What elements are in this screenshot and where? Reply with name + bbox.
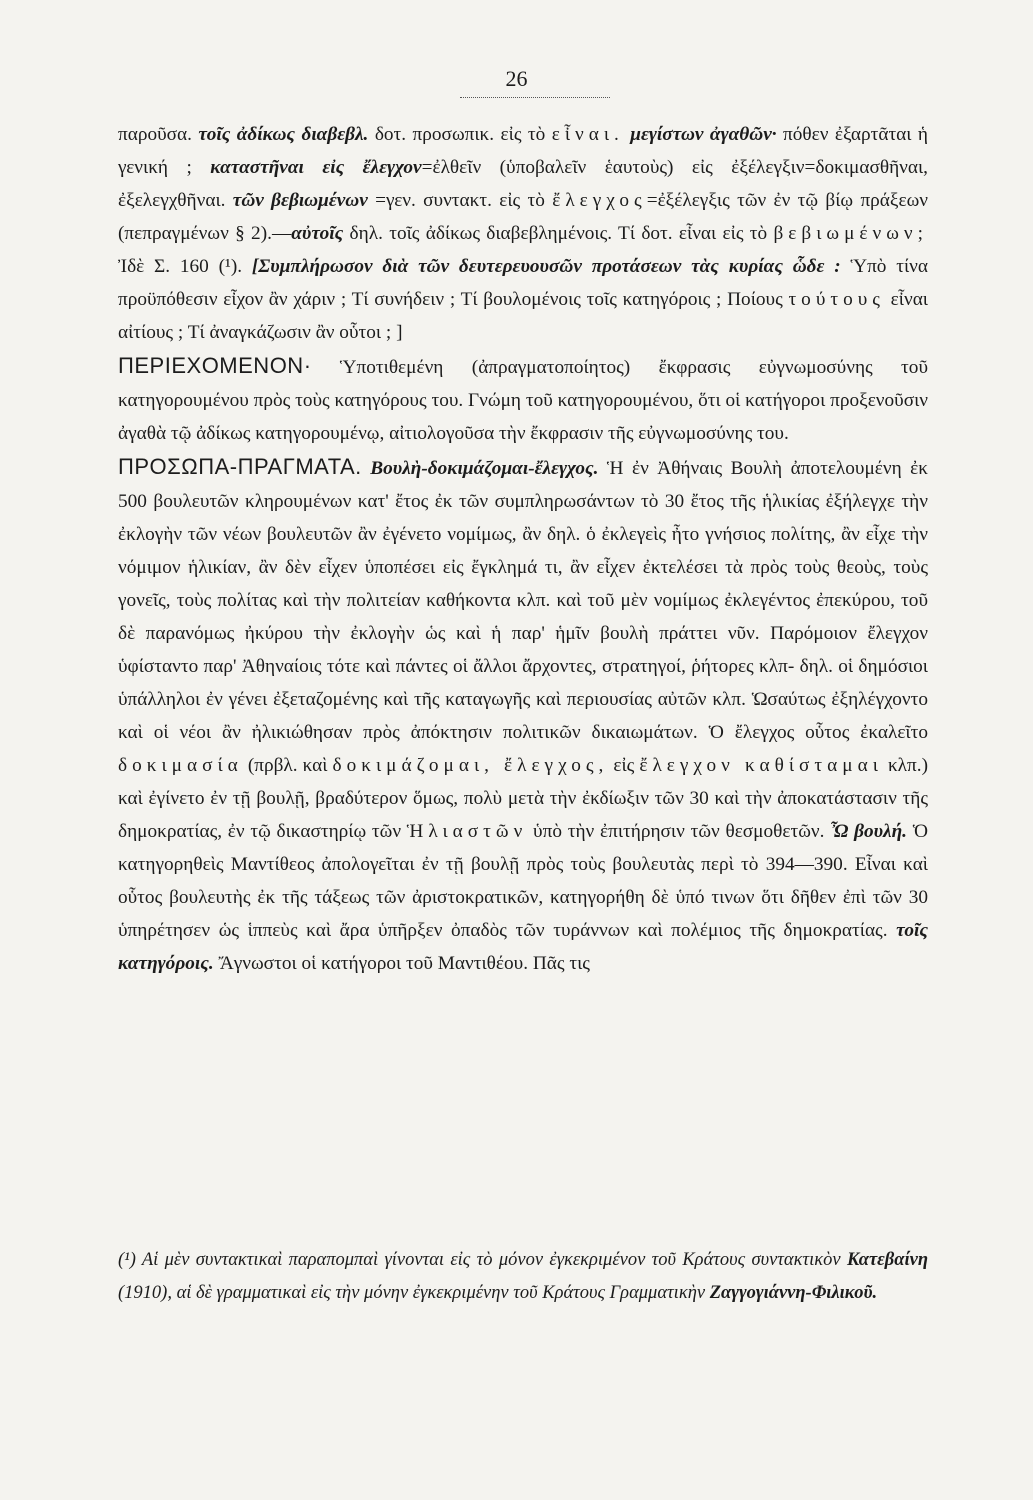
intro-text: =ἐξέλεγξις τῶν ἐν τῷ βίῳ πράξεων (πεπραγμένων § 2).— — [118, 190, 929, 244]
intro-text: εἶναι αἰτίους ; Τί ἀναγκάζωσιν ἂν οὗτοι ; ] — [118, 289, 928, 343]
spaced-word-bebiomenon: βεβιωμένων; — [773, 223, 928, 244]
persons-text: (πρβλ. καὶ — [242, 755, 333, 776]
lemma-tois-kategorois: τοῖς κατηγόροις. — [118, 920, 928, 974]
intro-text: =γεν. συντακτ. εἰς τὸ — [367, 190, 553, 211]
intro-paragraph — [118, 118, 928, 349]
lemma-katastenai: καταστῆναι εἰς ἔλεγχον — [210, 157, 422, 178]
intro-text: δηλ. τοῖς ἀδίκως διαβεβλημένοις. Τί δοτ. εἶναι εἰς τὸ — [343, 223, 774, 244]
lemma-ton-bebiomenon: τῶν βεβιωμένων — [232, 190, 368, 211]
intro-text: Ὑπὸ τίνα προϋπόθεσιν εἶχον ἂν χάριν ; Τί συνήδειν ; Τί βουλομένοις τοῖς κατηγόροις ; Ποίους — [118, 256, 929, 310]
spaced-word-toutous: τούτους — [788, 289, 885, 310]
spaced-words-dokimazomai: δοκιμάζομαι, ἔλεγχος, — [332, 755, 609, 776]
footnote-author-zangogianni: Ζαγγογιάννη-Φιλικοῦ. — [709, 1283, 878, 1303]
contents-paragraph — [118, 349, 928, 450]
persons-text: Ἄγνωστοι οἱ κατήγοροι τοῦ Μαντιθέου. Πᾶς τις — [213, 953, 590, 974]
persons-heading: ΠΡΟΣΩΠΑ-ΠΡΑΓΜΑΤΑ. — [118, 454, 362, 479]
footnote-text: (¹) Αἱ μὲν συντακτικαὶ παραπομπαὶ γίνονται εἰς τὸ μόνον ἐγκεκριμένον τοῦ Κράτους συντακτικὸν — [118, 1250, 847, 1270]
spaced-word-einai: εἶναι. — [551, 124, 624, 145]
intro-text: =ἐλθεῖν (ὑποβαλεῖν ἑαυτοὺς) εἰς ἐξέλεγξιν=δοκιμασθῆναι, ἐξελεγχθῆναι. — [118, 157, 929, 211]
contents-heading: ΠΕΡΙΕΧΟΜΕΝΟΝ· — [118, 353, 312, 378]
page-number-rule — [460, 97, 610, 98]
lemma-boule: Βουλὴ-δοκιμάζομαι-ἔλεγχος. — [370, 458, 599, 479]
spaced-word-heliaston: Ἡλιαστῶν — [406, 821, 528, 842]
intro-text: δοτ. προσωπικ. εἰς τὸ — [368, 124, 552, 145]
footnote-author-katevaini: Κατεβαίνη — [846, 1250, 928, 1270]
persons-text: εἰς — [608, 755, 640, 776]
persons-text — [362, 458, 370, 479]
spaced-words-elegchon: ἔλεγχον καθίσταμαι — [639, 755, 883, 776]
exercise-instruction: [Συμπλήρωσον διὰ τῶν δευτερευουσῶν προτάσεων τὰς κυρίας ὧδε : — [251, 256, 841, 277]
footnote-text: (1910), αἱ δὲ γραμματικαὶ εἰς τὴν μόνην ἐγκεκριμένην τοῦ Κράτους Γραμματικὴν — [118, 1283, 710, 1303]
lemma-autois: αὐτοῖς — [291, 223, 344, 244]
page-number: 26 — [505, 66, 528, 91]
intro-text: παροῦσα. — [118, 124, 199, 145]
lemma-megiston-agathon: μεγίστων ἀγαθῶν· — [630, 124, 777, 145]
footnote — [118, 1244, 928, 1310]
lemma-o-boule: Ὦ βουλή. — [830, 821, 908, 842]
spaced-word-elegchos: ἔλεγχος — [552, 190, 647, 211]
intro-text: Ἰδὲ Σ. 160 (¹). — [118, 256, 252, 277]
spaced-word-dokimasia: δοκιμασία — [118, 755, 243, 776]
persons-text: ὑπὸ τὴν ἐπιτήρησιν τῶν θεσμοθετῶν. — [527, 821, 831, 842]
persons-text: Ὁ κατηγορηθεὶς Μαντίθεος ἀπολογεῖται ἐν τῇ βουλῇ πρὸς τοὺς βουλευτὰς περὶ τὸ 394—390. Εἶναι καὶ οὗτος βουλευτὴς ἐκ τῆς τάξεως τῶν ἀριστοκρατικῶν, κατηγορήθη δὲ ὑπό τινων ὅτι δῆθεν ἐπὶ τῶν 30 ὑπηρέτησεν ὡς ἱππεὺς καὶ ἄρα ὑπῆρξεν ὀπαδὸς τῶν τυράννων καὶ πολέμιος τῆς δημοκρατίας. — [118, 821, 928, 941]
lemma-tois-adikos: τοῖς ἀδίκως διαβεβλ. — [198, 124, 369, 145]
persons-paragraph — [118, 450, 928, 980]
intro-text: πόθεν ἐξαρτᾶται ἡ γενική ; — [118, 124, 928, 178]
persons-text: κλπ.) καὶ ἐγίνετο ἐν τῇ βουλῇ, βραδύτερον ὅμως, πολὺ μετὰ τὴν ἐκδίωξιν τῶν 30 καὶ τὴν ἀποκατάστασιν τῆς δημοκρατίας, ἐν τῷ δικαστηρίῳ τῶν — [118, 755, 928, 842]
persons-text: Ἡ ἐν Ἀθήναις Βουλὴ ἀποτελουμένη ἐκ 500 βουλευτῶν κληρουμένων κατ' ἔτος ἐκ τῶν συμπληρωσάντων τὸ 30 ἔτος τῆς ἡλικίας ἐξήλεγχε τὴν ἐκλογὴν τῶν νέων βουλευτῶν ἂν ἐγένετο νομίμως, ἂν δηλ. ὁ ἐκλεγεὶς ἦτο γνήσιος πολίτης, ἂν εἶχε τὴν νόμιμον ἡλικίαν, ἂν δὲν εἶχεν ὑποπέσει εἰς ἔγκλημά τι, ἂν εἶχεν ἐκτελέσει τὰ πρὸς τοὺς θεοὺς, τοὺς γονεῖς, τοὺς πολίτας καὶ τὴν πολιτείαν καθήκοντα κλπ. καὶ τοῦ μὲν νομίμως ἐκλεγέντος ἐπεκύρου, τοῦ δὲ παρανόμως ἠκύρου τὴν ἐκλογὴν ὡς καὶ ἡ παρ' ἡμῖν βουλὴ πράττει νῦν. Παρόμοιον ἔλεγχον ὑφίσταντο παρ' Ἀθηναίοις τότε καὶ πάντες οἱ ἄλλοι ἄρχοντες, στρατηγοί, ῥήτορες κλπ- δηλ. οἱ δημόσιοι ὑπάλληλοι ἐν γένει ἐξεταζομένης καὶ τῆς καταγωγῆς καὶ περιουσίας αὐτῶν κλπ. Ὡσαύτως ἐξηλέγχοντο καὶ οἱ νέοι ἂν ἠλικιώθησαν πρὸς ἀπόκτησιν πολιτικῶν δικαιωμάτων. Ὁ ἔλεγχος οὗτος ἐκαλεῖτο — [118, 458, 928, 743]
contents-text: Ὑποτιθεμένη (ἀπραγματοποίητος) ἔκφρασις εὐγνωμοσύνης τοῦ κατηγορουμένου πρὸς τοὺς κατηγόρους του. Γνώμη τοῦ κατηγορουμένου, ὅτι οἱ κατήγοροι προξενοῦσιν ἀγαθὰ τῷ ἀδίκως κατηγορουμένῳ, αἰτιολογοῦσα τὴν ἔκφρασιν τῆς εὐγνωμοσύνης του. — [118, 357, 928, 444]
main-text — [118, 118, 928, 980]
